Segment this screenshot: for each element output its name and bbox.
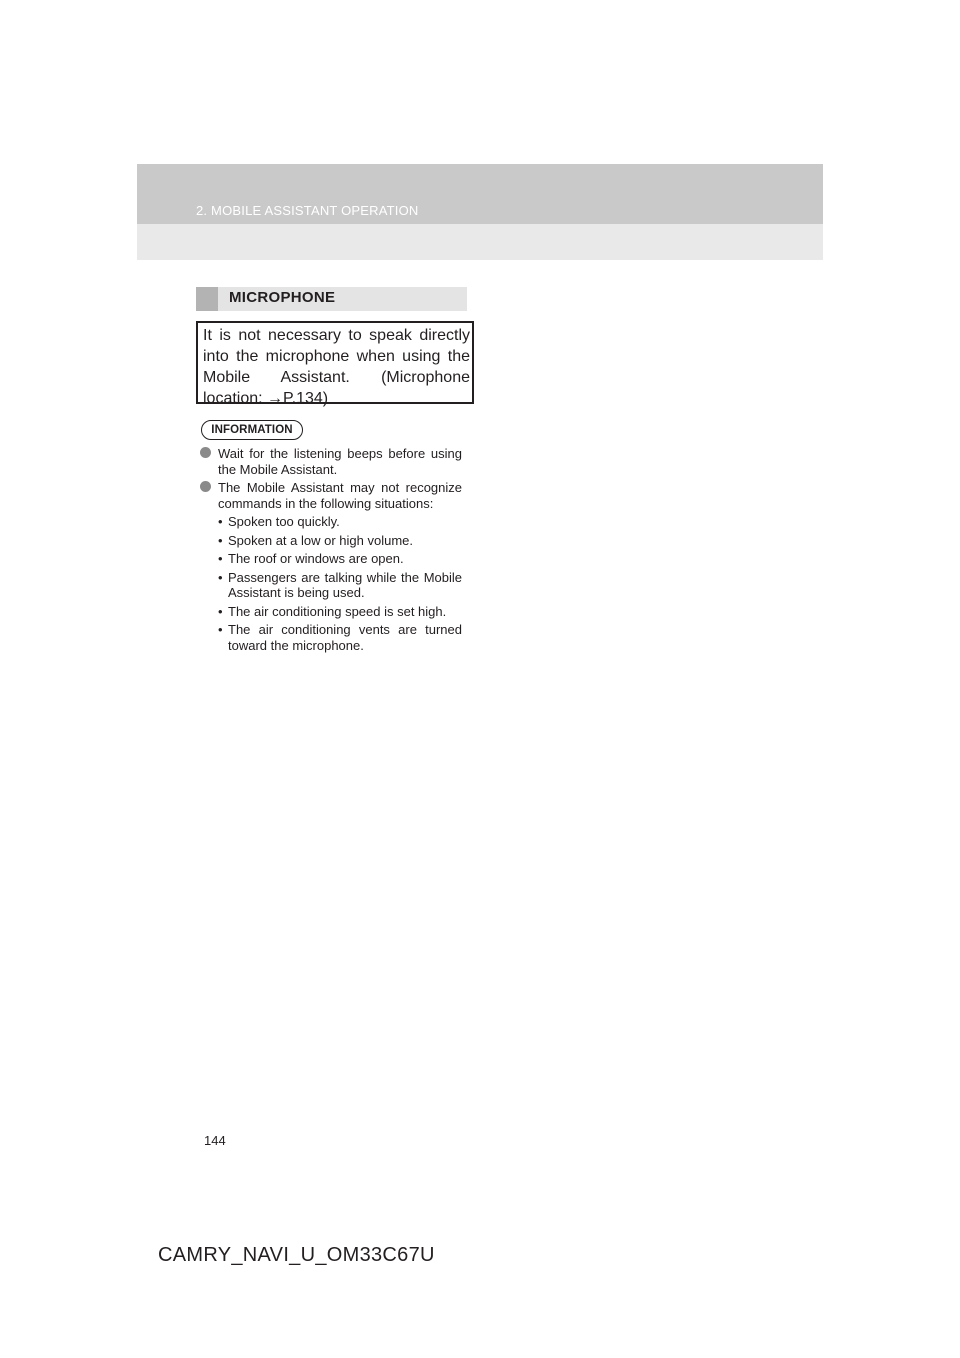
section-subheader-band [137, 224, 823, 260]
situation-item [200, 514, 462, 530]
microphone-heading: MICROPHONE [229, 289, 336, 306]
page-number: 144 [204, 1133, 226, 1148]
situation-item [200, 622, 462, 653]
heading-marker-square [196, 287, 218, 311]
small-bullet-icon: • [218, 603, 223, 619]
information-item [200, 480, 462, 511]
section-header-band [137, 164, 823, 224]
situation-item [200, 570, 462, 601]
microphone-heading-bar [196, 287, 467, 311]
situation-item [200, 551, 462, 567]
situation-item [200, 533, 462, 549]
bullet-circle-icon [200, 447, 211, 458]
section-title: 2. MOBILE ASSISTANT OPERATION [196, 203, 419, 218]
situation-item [200, 604, 462, 620]
situation-text: The roof or windows are open. [228, 551, 404, 566]
information-item-text: Wait for the listening beeps before using the Mobile Assistant. [218, 446, 462, 477]
situation-text: The air conditioning vents are turned toward the microphone. [228, 622, 462, 653]
document-code: CAMRY_NAVI_U_OM33C67U [158, 1244, 435, 1266]
information-badge: INFORMATION [201, 420, 303, 440]
information-item [200, 446, 462, 477]
small-bullet-icon: • [218, 569, 223, 585]
small-bullet-icon: • [218, 514, 223, 529]
situation-text: Passengers are talking while the Mobile Assistant is being used. [228, 569, 462, 600]
microphone-note-box: It is not necessary to speak directly into the microphone when using the Mobile Assistant. (Microphone location: →P.134) [196, 321, 474, 404]
information-list [200, 446, 462, 656]
small-bullet-icon: • [218, 551, 223, 566]
small-bullet-icon: • [218, 532, 223, 548]
situation-text: The air conditioning speed is set high. [228, 603, 447, 619]
situation-text: Spoken at a low or high volume. [228, 532, 413, 548]
situation-text: Spoken too quickly. [228, 514, 340, 529]
information-item-text: The Mobile Assistant may not recognize commands in the following situations: [218, 480, 462, 511]
bullet-circle-icon [200, 481, 211, 492]
small-bullet-icon: • [218, 622, 223, 637]
